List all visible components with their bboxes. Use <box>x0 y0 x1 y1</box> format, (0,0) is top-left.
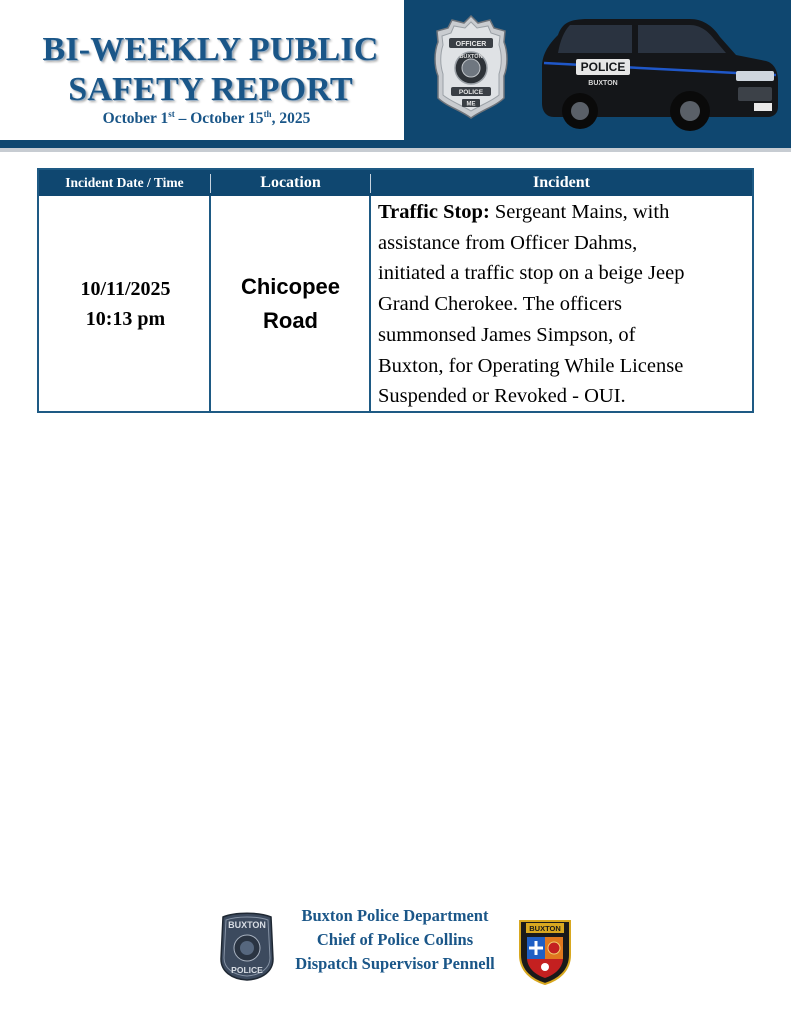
table-cell-incident <box>378 197 750 412</box>
incident-line: assistance from Officer Dahms, <box>378 231 638 254</box>
date-year: , 2025 <box>271 110 311 127</box>
date-start: October 1 <box>102 110 169 127</box>
svg-text:ME: ME <box>466 101 476 108</box>
report-title-line1: BI-WEEKLY PUBLIC <box>42 31 379 68</box>
fire-rescue-patch-icon <box>516 915 574 985</box>
footer-contact-block <box>270 904 520 976</box>
header-divider-shadow <box>0 148 791 152</box>
date-end-suffix: th <box>263 109 272 119</box>
police-vehicle-image <box>540 15 780 137</box>
svg-text:POLICE: POLICE <box>231 965 263 975</box>
incident-line: Suspended or Revoked - OUI. <box>378 385 626 408</box>
incident-text: Sergeant Mains, with <box>489 201 670 223</box>
column-header-date-time: Incident Date / Time <box>65 175 184 190</box>
incident-type: Traffic Stop: <box>378 201 490 223</box>
column-header-incident: Incident <box>533 174 590 191</box>
svg-text:BUXTON: BUXTON <box>228 920 266 930</box>
table-cell-location <box>211 196 370 411</box>
table-cell-date-time <box>39 196 209 411</box>
incident-line: Grand Cherokee. The officers <box>378 293 623 316</box>
date-start-suffix: st <box>168 109 175 119</box>
svg-text:POLICE: POLICE <box>458 89 484 96</box>
police-badge-icon <box>432 14 510 120</box>
incident-date: 10/11/2025 <box>80 277 171 300</box>
svg-text:BUXTON: BUXTON <box>529 924 561 933</box>
report-title <box>0 30 421 110</box>
incident-line: Buxton, for Operating While License <box>378 354 684 377</box>
incident-table <box>37 168 754 413</box>
incident-line: initiated a traffic stop on a beige Jeep <box>378 262 685 285</box>
report-header <box>0 0 791 152</box>
incident-location-line1: Chicopee <box>240 273 341 299</box>
incident-line <box>378 197 750 228</box>
footer-chief: Chief of Police Collins <box>316 930 474 949</box>
svg-text:POLICE: POLICE <box>580 60 626 74</box>
report-title-line2: SAFETY REPORT <box>68 71 353 108</box>
incident-time: 10:13 pm <box>85 307 166 330</box>
column-header-location: Location <box>260 174 321 191</box>
incident-line: summonsed James Simpson, of <box>378 323 636 346</box>
svg-text:OFFICER: OFFICER <box>455 41 487 48</box>
footer-department: Buxton Police Department <box>301 906 489 925</box>
date-end: – October 15 <box>174 110 264 127</box>
footer-dispatch-supervisor: Dispatch Supervisor Pennell <box>295 954 495 973</box>
svg-text:BUXTON: BUXTON <box>588 80 618 87</box>
report-date-range <box>0 110 413 128</box>
header-divider-bar <box>0 140 791 148</box>
svg-text:BUXTON: BUXTON <box>459 54 483 60</box>
police-patch-icon <box>219 911 275 981</box>
incident-location-line2: Road <box>263 307 318 333</box>
table-header-row <box>39 170 752 196</box>
